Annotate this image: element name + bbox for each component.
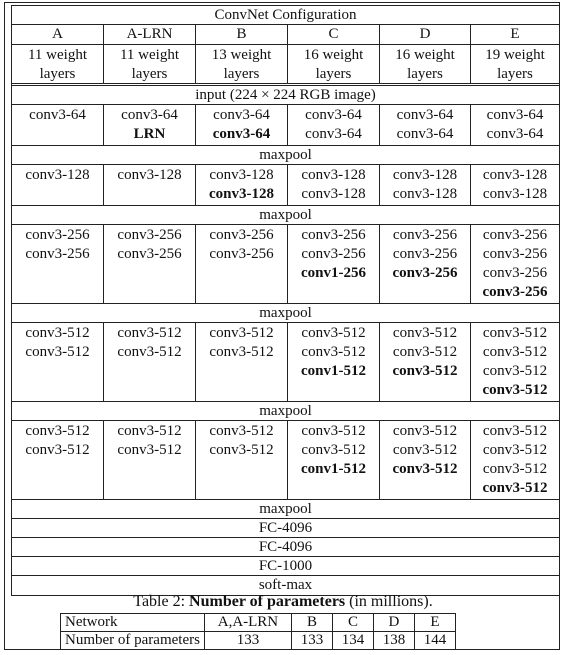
layer-name: conv3-512: [392, 442, 458, 458]
layer-cell: [380, 225, 471, 303]
layer-name: conv3-64: [29, 107, 86, 123]
weight-layers-text: 16 weight: [303, 47, 364, 63]
weight-layers-text: layers: [497, 66, 533, 82]
layer-name: conv3-512: [482, 461, 548, 477]
layer-name: conv3-64: [305, 126, 362, 142]
layer-cell: [471, 105, 559, 145]
column-header: B: [196, 25, 288, 44]
layer-name: conv3-64: [396, 107, 454, 123]
layer-cell: [104, 225, 196, 303]
table2-value-cell: 138: [373, 632, 414, 650]
layer-name: conv3-256: [301, 246, 366, 262]
maxpool-row: maxpool: [12, 304, 559, 323]
layer-name: conv3-512: [209, 423, 274, 439]
layer-name: conv3-128: [392, 167, 458, 183]
convnet-configuration-table: [11, 5, 560, 596]
layer-name: conv3-256: [392, 246, 458, 262]
table1-title: ConvNet Configuration: [12, 6, 559, 25]
weight-layers-text: layers: [131, 66, 168, 82]
layer-cell: [471, 225, 559, 303]
layer-name: conv3-256: [301, 227, 366, 243]
layer-cell: [12, 225, 104, 303]
layer-name: conv3-512: [25, 325, 90, 341]
column-header: E: [510, 26, 520, 42]
layer-name: conv3-128: [25, 167, 90, 183]
layer-cell: [12, 165, 104, 205]
layer-block: [12, 165, 559, 206]
maxpool-row: maxpool: [12, 146, 559, 165]
layer-name: conv3-256: [117, 246, 182, 262]
weight-layers-cell: [12, 45, 104, 83]
layer-name: conv3-256: [209, 227, 274, 243]
layer-name: conv3-64: [486, 126, 544, 142]
maxpool-row: maxpool: [12, 500, 559, 519]
layer-cell: [288, 225, 380, 303]
layer-name: conv3-64: [213, 107, 270, 123]
layer-name: conv3-512: [117, 442, 182, 458]
layer-name: conv3-512: [209, 325, 274, 341]
table1-frame: [4, 2, 560, 650]
table2-value-cell: 134: [332, 632, 373, 650]
weight-layers-text: layers: [39, 66, 76, 82]
layer-cell: [196, 323, 288, 401]
table2-header-cell: E: [414, 614, 455, 632]
layer-name: conv3-128: [482, 167, 548, 183]
weight-layers-text: layers: [223, 66, 260, 82]
layer-cell: [380, 421, 471, 499]
layer-block: [12, 105, 559, 146]
classifier-row: FC-4096: [12, 519, 559, 538]
layer-name: conv1-256: [301, 265, 366, 281]
layer-cell: [288, 421, 380, 499]
layer-name: conv3-512: [392, 461, 458, 477]
weight-layers-cell: [471, 45, 559, 83]
layer-name: conv3-512: [482, 382, 548, 398]
layer-name: LRN: [133, 126, 166, 142]
maxpool-row: maxpool: [12, 206, 559, 225]
layer-cell: [196, 105, 288, 145]
layer-name: conv3-256: [482, 227, 548, 243]
layer-name: conv1-512: [301, 363, 366, 379]
layer-name: conv3-512: [209, 442, 274, 458]
layer-cell: [380, 165, 471, 205]
column-headers: [12, 25, 559, 45]
layer-name: conv3-512: [117, 325, 182, 341]
table2-value-cell: 133: [291, 632, 332, 650]
layer-cell: [12, 323, 104, 401]
parameters-table: [60, 613, 456, 650]
layer-name: conv3-256: [209, 246, 274, 262]
layer-name: conv3-512: [25, 442, 90, 458]
layer-name: conv3-512: [482, 423, 548, 439]
maxpool-row: maxpool: [12, 402, 559, 421]
layer-cell: [196, 165, 288, 205]
input-row: input (224 × 224 RGB image): [12, 86, 559, 105]
layer-name: conv3-128: [482, 186, 548, 202]
layer-cell: [288, 105, 380, 145]
weight-layers-text: layers: [407, 66, 443, 82]
weight-layers-row: [12, 45, 559, 86]
column-header: C: [288, 25, 380, 44]
layer-cell: [288, 323, 380, 401]
layer-name: conv3-512: [392, 423, 458, 439]
layer-name: conv3-64: [212, 126, 271, 142]
classifier-row: FC-1000: [12, 557, 559, 576]
layer-name: conv3-128: [209, 167, 274, 183]
layer-name: conv3-512: [392, 344, 458, 360]
layer-name: conv3-512: [482, 363, 548, 379]
layer-name: conv3-512: [482, 480, 548, 496]
weight-layers-text: 19 weight: [485, 47, 545, 63]
layer-cell: [196, 225, 288, 303]
weight-layers-cell: [380, 45, 471, 83]
column-header: D: [380, 25, 471, 44]
layer-name: conv3-512: [209, 344, 274, 360]
table2-header-cell: D: [373, 614, 414, 632]
layer-cell: [104, 105, 196, 145]
weight-layers-text: 16 weight: [395, 47, 455, 63]
layer-name: conv3-512: [25, 423, 90, 439]
layer-name: conv3-512: [25, 344, 90, 360]
layer-cell: [380, 323, 471, 401]
layer-name: conv3-128: [392, 186, 458, 202]
weight-layers-text: layers: [315, 66, 352, 82]
classifier-rows: [12, 519, 559, 595]
layer-name: conv1-512: [301, 461, 366, 477]
classifier-row: soft-max: [258, 577, 313, 593]
caption-bold: Number of parameters: [189, 593, 346, 610]
table2-header-cell: Network: [61, 614, 205, 632]
layer-cell: [104, 165, 196, 205]
weight-layers-text: 11 weight: [119, 47, 180, 63]
table2-data-row: [61, 632, 456, 650]
layer-cell: [471, 421, 559, 499]
layer-cell: [288, 165, 380, 205]
layer-name: conv3-512: [482, 442, 548, 458]
layer-name: conv3-256: [482, 265, 548, 281]
column-header: A: [12, 25, 104, 44]
table2-row-label: Number of parameters: [61, 632, 205, 650]
weight-layers-cell: [104, 45, 196, 83]
layer-cell: [12, 105, 104, 145]
layer-name: conv3-256: [25, 227, 90, 243]
layer-name: conv3-64: [305, 107, 362, 123]
layer-name: conv3-512: [482, 325, 548, 341]
layer-name: conv3-64: [396, 126, 454, 142]
layer-cell: [471, 323, 559, 401]
layer-name: conv3-512: [301, 423, 366, 439]
layer-name: conv3-256: [117, 227, 182, 243]
layer-name: conv3-512: [482, 344, 548, 360]
layer-name: conv3-256: [25, 246, 90, 262]
table2-caption: [0, 592, 566, 612]
layer-name: conv3-256: [482, 246, 548, 262]
layer-cell: [380, 105, 471, 145]
layer-cell: [12, 421, 104, 499]
layer-name: conv3-512: [392, 325, 458, 341]
layer-cell: [104, 421, 196, 499]
layer-name: conv3-512: [117, 423, 182, 439]
weight-layers-cell: [288, 45, 380, 83]
layer-cell: [471, 165, 559, 205]
table2-header-row: [61, 614, 456, 632]
layer-name: conv3-512: [301, 325, 366, 341]
layer-name: conv3-128: [117, 167, 182, 183]
classifier-row: FC-4096: [12, 538, 559, 557]
layer-name: conv3-64: [121, 107, 178, 123]
layer-name: conv3-256: [392, 227, 458, 243]
layer-name: conv3-128: [301, 167, 366, 183]
weight-layers-text: 11 weight: [27, 47, 88, 63]
layer-cell: [196, 421, 288, 499]
layer-name: conv3-64: [486, 107, 544, 123]
layer-name: conv3-512: [392, 363, 458, 379]
caption-prefix: Table 2:: [133, 593, 190, 610]
caption-suffix: (in millions).: [345, 593, 433, 610]
table2-value-cell: 133: [204, 632, 291, 650]
table2-header-cell: B: [291, 614, 332, 632]
layer-block: [12, 225, 559, 304]
table2-value-cell: 144: [414, 632, 455, 650]
layer-block: [12, 323, 559, 402]
layer-blocks: [12, 105, 559, 519]
layer-name: conv3-512: [301, 442, 366, 458]
table2-header-cell: A,A-LRN: [204, 614, 291, 632]
layer-name: conv3-512: [117, 344, 182, 360]
layer-name: conv3-256: [392, 265, 458, 281]
weight-layers-text: 13 weight: [211, 47, 272, 63]
layer-cell: [104, 323, 196, 401]
weight-layers-cell: [196, 45, 288, 83]
layer-name: conv3-128: [301, 186, 366, 202]
column-header: A-LRN: [104, 25, 196, 44]
layer-name: conv3-128: [209, 186, 274, 202]
layer-name: conv3-256: [482, 284, 548, 300]
layer-block: [12, 421, 559, 500]
layer-name: conv3-512: [301, 344, 366, 360]
table2-header-cell: C: [332, 614, 373, 632]
